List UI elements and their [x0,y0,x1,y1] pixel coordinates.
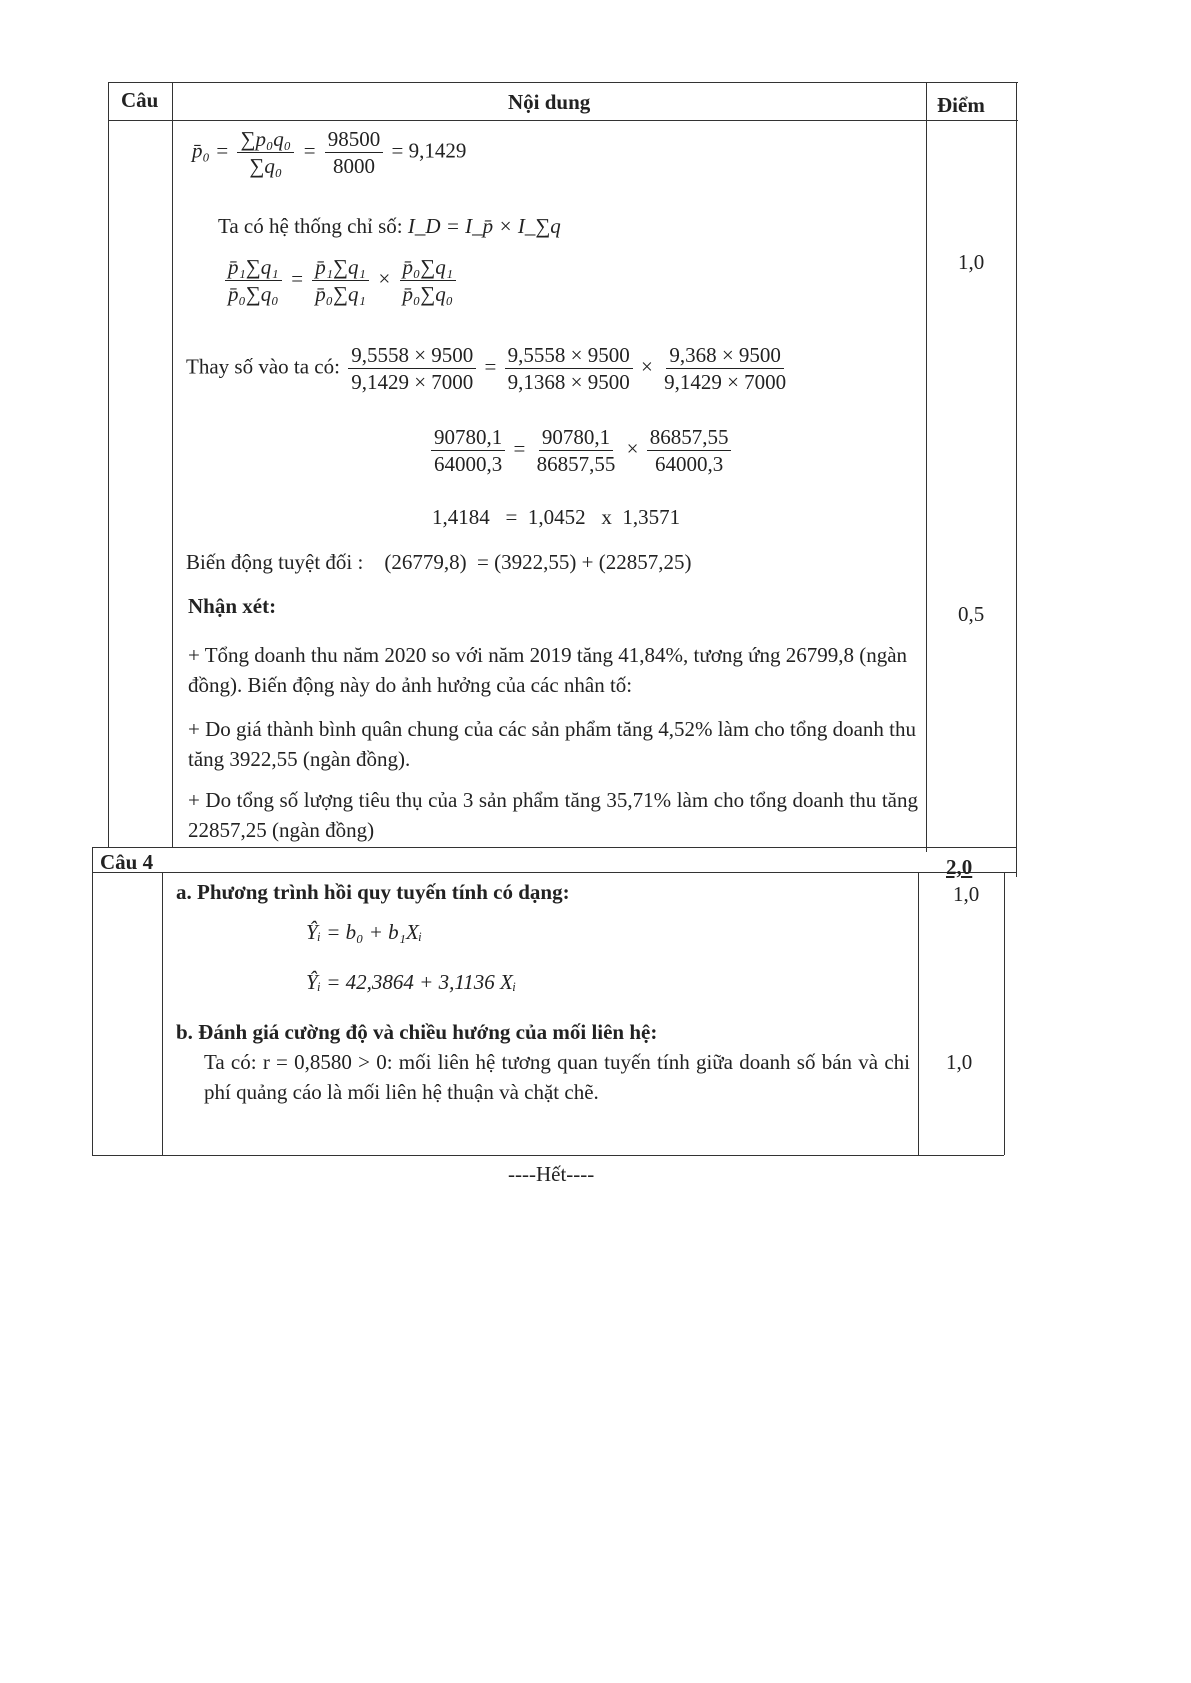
part-a-title: a. Phương trình hồi quy tuyến tính có dạng: [176,880,570,904]
index-formula: $\frac{\text{p̄₁∑q₁}}{\text{p̄₀∑q₀}}$ = $\frac{\text{p̄₁∑q₁}}{\text{p̄₀∑q₁}}$ × $\frac{\text{p̄₀∑q₁}}{\text{p̄₀∑q₀}}$ [222,254,459,307]
header-bottom-border [108,120,1018,121]
column-divider [172,82,173,847]
score: 1,0 [958,250,985,274]
absolute-change: Biến động tuyệt đối : (26779,8) = (3922,55) + (22857,25) [186,550,692,574]
part-b-title: b. Đánh giá cường độ và chiều hướng của mối liên hệ: [176,1020,658,1044]
score: 0,5 [958,602,985,626]
score: 1,0 [946,1050,973,1074]
comment-3: + Do tổng số lượng tiêu thụ của 3 sản phẩm tăng 35,71% làm cho tổng doanh thu tăng 22857,25 (ngàn đồng) [188,788,918,842]
table-top-border [108,82,1018,83]
regression-estimated: Ŷᵢ = 42,3864 + 3,1136 Xᵢ [306,970,517,994]
end-marker: ----Hết---- [508,1162,595,1186]
comment-1: + Tổng doanh thu năm 2020 so với năm 2019 tăng 41,84%, tương ứng 26799,8 (ngàn đồng). Biến động này do ảnh hưởng của các nhân tố: [188,643,908,697]
part-b-text: Ta có: r = 0,8580 > 0: mối liên hệ tương quan tuyến tính giữa doanh số bán và chi phí quảng cáo là mối liên hệ thuận và chặt chẽ. [204,1050,910,1104]
question-4-label: Câu 4 [100,850,154,874]
table-right-border [1016,82,1017,877]
ratio-line: 1,4184 = 1,0452 x 1,3571 [432,505,681,529]
question-4-total: 2,0 [946,855,973,879]
table-left-border [108,82,109,847]
values-formula: $\frac{90780,1}{64000,3}$ = $\frac{90780,1}{86857,55}$ × $\frac{86857,55}{64000,3}$ [428,424,734,477]
index-system: Ta có hệ thống chỉ số: I_D = I_p̄ × I_∑q [218,214,561,238]
row-border [92,872,1016,873]
comment-2: + Do giá thành bình quân chung của các sản phẩm tăng 4,52% làm cho tổng doanh thu tăng 3922,55 (ngàn đồng). [188,717,916,771]
table-right-border [1004,872,1005,1155]
header-content: Nội dung [508,90,591,114]
column-divider [918,872,919,1155]
header-question: Câu [121,88,159,112]
row-border [92,847,1016,848]
score: 1,0 [953,882,980,906]
comment-title: Nhận xét: [188,594,277,618]
header-score: Điểm [937,93,985,117]
substitution: Thay số vào ta có: $\frac{9,5558 \times 9500}{9,1429 \times 7000}$ = $\frac{9,5558 \times 9500}{9,1368 \times 9500}$ × $\frac{9,368 \times 9500}{9,1429 \times 7000}$ [186,343,787,394]
column-divider [162,872,163,1155]
p0-formula: p̄₀ = $\frac{\text{∑p₀q₀}}{\text{∑q₀}}$ = $\frac{98500}{8000}$ = 9,1429 [192,127,467,178]
regression-general: Ŷᵢ = b₀ + b₁Xᵢ [306,920,423,944]
table-left-border [92,847,93,1155]
table-bottom-border [92,1155,1004,1156]
column-divider [926,82,927,852]
